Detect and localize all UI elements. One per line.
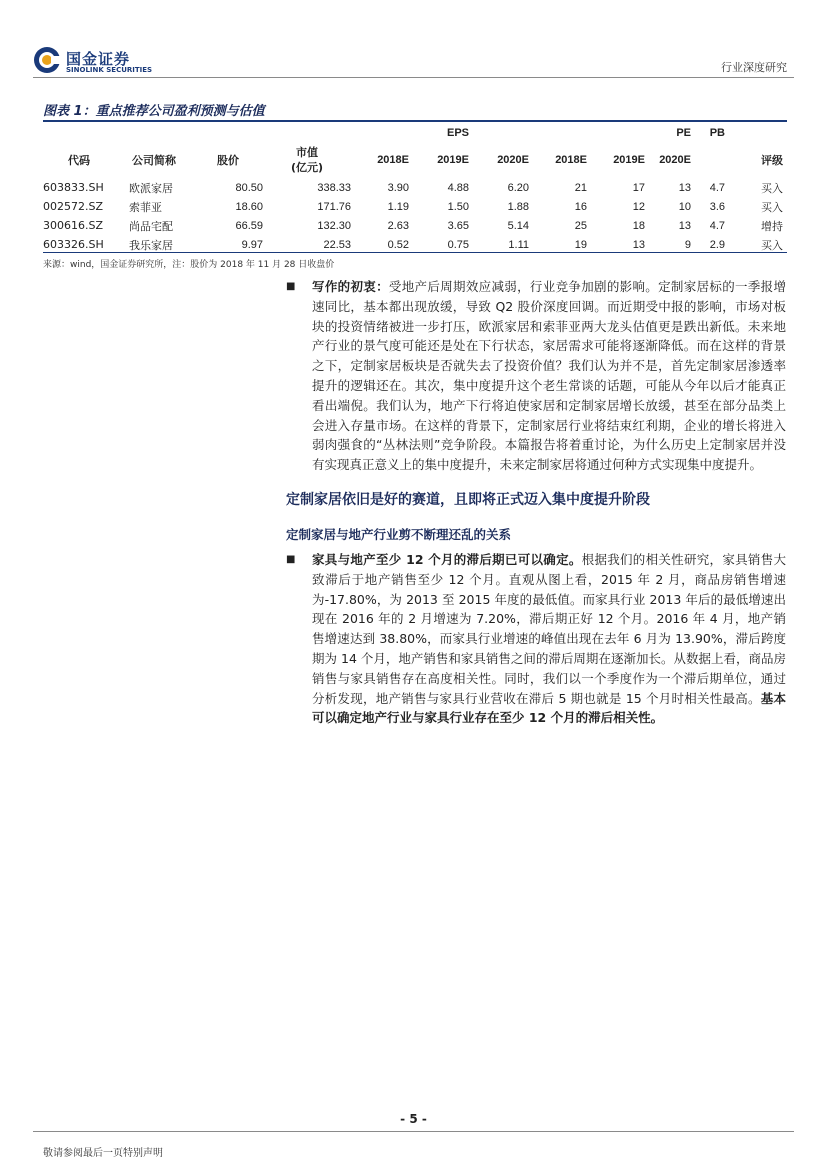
price-cell: 80.50 (235, 181, 263, 194)
company-logo (33, 46, 153, 78)
col-header-pe-2019: 2019E (613, 154, 645, 166)
pb-cell: 3.6 (709, 200, 725, 213)
section-heading: 定制家居依旧是好的赛道，且即将正式迈入集中度提升阶段 (286, 492, 650, 508)
pe-2019-cell: 17 (632, 181, 645, 194)
disclaimer-note: 敬请参阅最后一页特别声明 (43, 1148, 163, 1159)
logo-text-en: SINOLINK SECURITIES (66, 66, 153, 74)
table-row (43, 178, 787, 197)
rating-cell: 买入 (761, 181, 783, 195)
eps-2019-cell: 1.50 (447, 200, 469, 213)
paragraph-text: 受地产后周期效应减弱，行业竞争加剧的影响。定制家居标的一季报增速同比，基本都出现放缓，导致 Q2 股价深度回调。而近期受中报的影响，市场对板块的投资情绪被进一步打压，欧派家居和索菲亚两大龙头估值更是跌出新低。未来地产行业的景气度可能还是处在下行状态，家居需求可能将逐渐降低。而在这样的背景之下，定制家居板块是否就失去了投资价值？我们认为并不是，首先定制家居渗透率提升的逻辑还在。其次，集中度提升这个老生常谈的话题，可能从今年以后才能真正看出端倪。我们认为，地产下行将迫使家居和定制家居增长放缓，甚至在部分品类上会进入存量市场。在这样的背景下，定制家居行业将结束红利期，企业的增长将进入弱肉强食的“丛林法则”竞争阶段。本篇报告将着重讨论，为什么历史上定制家居并没有实现真正意义上的集中度提升，未来定制家居将通过何种方式实现集中度提升。 (312, 279, 786, 473)
subsection-heading: 定制家居与地产行业剪不断理还乱的关系 (286, 527, 512, 542)
table-column-header (43, 142, 787, 178)
pe-2019-cell: 18 (632, 219, 645, 232)
col-header-price: 股价 (217, 154, 239, 167)
stock-code-cell: 603326.SH (43, 238, 104, 251)
paragraph-conclusion: 基本可以确定地产行业与家具行业存在至少 12 个月的滞后相关性。 (312, 690, 786, 726)
square-bullet-icon: ■ (286, 281, 296, 292)
company-name-cell: 我乐家居 (129, 238, 173, 252)
stock-code-cell: 300616.SZ (43, 219, 104, 232)
company-name-cell: 尚品宅配 (129, 219, 173, 233)
rating-cell: 买入 (761, 200, 783, 214)
eps-2018-cell: 1.19 (387, 200, 409, 213)
table-source-note: 来源：wind，国金证券研究所，注：股价为 2018 年 11 月 28 日收盘价 (43, 260, 335, 270)
market-cap-cell: 171.76 (317, 200, 351, 213)
col-header-eps-2020: 2020E (497, 154, 529, 166)
eps-2020-cell: 1.11 (508, 238, 529, 251)
page-number: - 5 - (400, 1112, 427, 1126)
market-cap-cell: 22.53 (323, 238, 351, 251)
company-name-cell: 索菲亚 (129, 200, 162, 214)
sinolink-logo-icon (33, 46, 61, 74)
col-header-eps-2018: 2018E (377, 154, 409, 166)
footer-divider (33, 1131, 794, 1132)
eps-2020-cell: 1.88 (507, 200, 529, 213)
col-header-code: 代码 (68, 154, 90, 167)
price-cell: 18.60 (235, 200, 263, 213)
pe-2020-cell: 9 (684, 238, 691, 251)
lag-analysis-paragraph (312, 550, 786, 728)
eps-2018-cell: 0.52 (387, 238, 409, 251)
table-body (43, 178, 787, 254)
price-cell: 9.97 (241, 238, 263, 251)
logo-text-cn: 国金证券 (66, 50, 131, 68)
table-row (43, 216, 787, 235)
eps-2019-cell: 3.65 (447, 219, 469, 232)
pe-2019-cell: 12 (632, 200, 645, 213)
table-top-rule (43, 120, 787, 122)
rating-cell: 增持 (761, 219, 783, 233)
pe-2018-cell: 16 (574, 200, 587, 213)
col-header-mcap (263, 142, 351, 178)
pe-2020-cell: 13 (678, 181, 691, 194)
col-header-pe-2020: 2020E (659, 154, 691, 166)
eps-group-header: EPS (446, 126, 469, 139)
table-bottom-rule (43, 252, 787, 253)
market-cap-cell: 338.33 (317, 181, 351, 194)
pe-2020-cell: 13 (678, 219, 691, 232)
col-header-mcap-line2: (亿元) (290, 161, 324, 174)
eps-2020-cell: 5.14 (507, 219, 529, 232)
paragraph-lead: 写作的初衷： (312, 279, 389, 294)
eps-2019-cell: 0.75 (447, 238, 469, 251)
table-row (43, 197, 787, 216)
col-header-eps-2019: 2019E (437, 154, 469, 166)
table-group-header (43, 123, 787, 142)
paragraph-text: 根据我们的相关性研究，家具销售大致滞后于地产销售至少 12 个月。直观从图上看，2015 年 2 月，商品房销售增速为-17.80%，为 2013 至 2015 年度的最低值。而家具行业 2013 年后的最低增速出现在 2016 年的 2 月增速为 7.20%，滞后期正好 12 个月。2016 年 4 月，地产销售增速达到 38.80%，而家具行业增速的峰值出现在去年 6 月为 13.90%，滞后跨度期为 14 个月，地产销售和家具销售之间的滞后周期在逐渐加长。从数据上看，商品房销售与家具销售存在高度相关性。同时，我们以一个季度作为一个滞后期单位，通过分析发现，地产销售与家具行业营收在滞后 5 期也就是 15 个月时相关性最高。 (312, 552, 786, 706)
figure-title: 图表 1：重点推荐公司盈利预测与估值 (43, 104, 265, 119)
col-header-pe-2018: 2018E (555, 154, 587, 166)
eps-2018-cell: 2.63 (387, 219, 409, 232)
pe-2018-cell: 19 (574, 238, 587, 251)
price-cell: 66.59 (235, 219, 263, 232)
eps-2020-cell: 6.20 (507, 181, 529, 194)
pe-2020-cell: 10 (678, 200, 691, 213)
writing-intent-paragraph (312, 277, 786, 475)
pb-cell: 2.9 (709, 238, 725, 251)
header-divider (33, 77, 794, 78)
col-header-rating: 评级 (761, 154, 783, 167)
col-header-mcap-line1: 市值 (296, 146, 318, 159)
company-name-cell: 欧派家居 (129, 181, 173, 195)
square-bullet-icon: ■ (286, 554, 296, 565)
pe-group-header: PE (676, 126, 691, 139)
earnings-forecast-table (43, 123, 787, 254)
eps-2018-cell: 3.90 (387, 181, 409, 194)
report-type: 行业深度研究 (721, 61, 787, 74)
paragraph-lead: 家具与地产至少 12 个月的滞后期已可以确定。 (312, 552, 582, 567)
stock-code-cell: 603833.SH (43, 181, 104, 194)
rating-cell: 买入 (761, 238, 783, 252)
pb-cell: 4.7 (709, 219, 725, 232)
market-cap-cell: 132.30 (317, 219, 351, 232)
stock-code-cell: 002572.SZ (43, 200, 104, 213)
col-header-name: 公司简称 (132, 154, 176, 167)
eps-2019-cell: 4.88 (447, 181, 469, 194)
pb-group-header: PB (709, 126, 725, 139)
pe-2019-cell: 13 (632, 238, 645, 251)
pb-cell: 4.7 (709, 181, 725, 194)
pe-2018-cell: 21 (574, 181, 587, 194)
pe-2018-cell: 25 (574, 219, 587, 232)
